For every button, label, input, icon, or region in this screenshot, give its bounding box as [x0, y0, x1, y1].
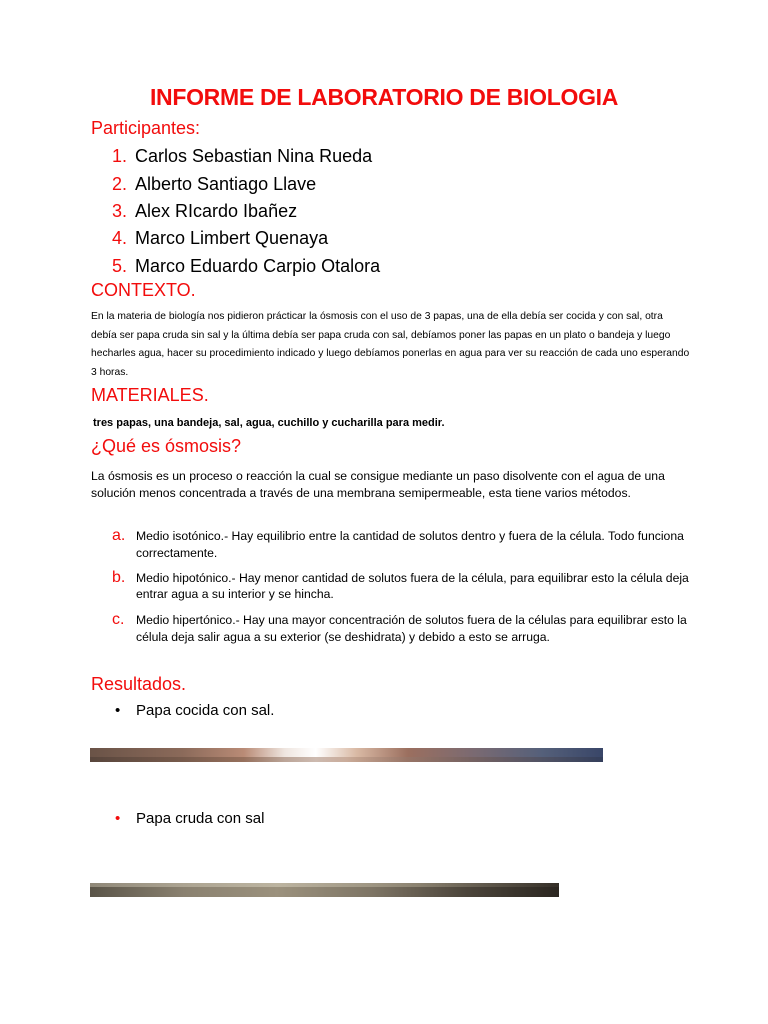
method-item: [112, 570, 692, 604]
participant-number: 2.: [112, 173, 128, 194]
method-text: Medio hipertónico.- Hay una mayor concentración de solutos fuera de la células para equilibrar esto la célula deja salir agua a su exterior (se deshidrata) y debido a esto se arruga.: [136, 613, 687, 644]
method-item: [112, 528, 692, 562]
method-text: Medio isotónico.- Hay equilibrio entre la cantidad de solutos dentro y fuera de la célula. Todo funciona correctamente.: [136, 529, 684, 560]
contexto-paragraph: En la materia de biología nos pidieron prácticar la ósmosis con el uso de 3 papas, una de ella debía ser cocida y con sal, otra debía ser papa cruda sin sal y la última debía ser papa cruda con sal, debíamos poner las papas en un plato o bandeja y luego hecharles agua, hacer su procedimiento indicado y luego debíamos ponerlas en agua para ver su reacción de cada uno esperando 3 horas.: [91, 311, 690, 378]
bullet-icon: •: [115, 810, 121, 827]
materiales-paragraph: tres papas, una bandeja, sal, agua, cuchillo y cucharilla para medir.: [93, 417, 445, 429]
bullet-icon: •: [115, 702, 121, 719]
participant-number: 5.: [112, 255, 128, 276]
participant-item: [112, 143, 380, 170]
result-item-raw-potato: [115, 810, 264, 827]
participant-number: 1.: [112, 146, 128, 167]
participant-list: [112, 143, 380, 280]
osmosis-heading: ¿Qué es ósmosis?: [91, 436, 242, 456]
contexto-heading: CONTEXTO.: [91, 280, 196, 300]
materiales-heading: MATERIALES.: [91, 385, 209, 405]
method-letter: c.: [112, 611, 125, 629]
participant-name: Carlos Sebastian Nina Rueda: [135, 146, 373, 167]
cooked-potato-photo: [90, 748, 603, 762]
participant-item: [112, 170, 380, 197]
raw-potato-photo: [90, 883, 559, 897]
method-text: Medio hipotónico.- Hay menor cantidad de solutos fuera de la célula, para equilibrar esto la célula deja entrar agua a su interior y se hincha.: [136, 570, 689, 602]
method-item: [112, 612, 692, 646]
participants-heading: Participantes:: [91, 118, 201, 138]
document-title: INFORME DE LABORATORIO DE BIOLOGIA: [149, 84, 619, 110]
participant-name: Alberto Santiago Llave: [135, 173, 317, 194]
osmosis-paragraph: La ósmosis es un proceso o reacción la cual se consigue mediante un paso disolvente con el agua de una solución menos concentrada a través de una membrana semipermeable, esta tiene varios métodos.: [91, 469, 665, 501]
participant-name: Marco Limbert Quenaya: [135, 228, 329, 249]
osmosis-methods-list: [112, 528, 692, 646]
participant-name: Alex RIcardo Ibañez: [135, 200, 298, 221]
resultados-heading: Resultados.: [91, 674, 187, 694]
result-label: Papa cruda con sal: [136, 810, 265, 827]
method-letter: b.: [112, 568, 126, 586]
participant-name: Marco Eduardo Carpio Otalora: [135, 255, 381, 276]
participant-number: 3.: [112, 200, 128, 221]
result-item-cooked-potato: [115, 702, 274, 719]
participant-item: [112, 225, 380, 252]
result-label: Papa cocida con sal.: [136, 702, 275, 719]
participant-item: [112, 253, 380, 280]
participant-item: [112, 198, 380, 225]
participant-number: 4.: [112, 228, 128, 249]
method-letter: a.: [112, 527, 126, 544]
